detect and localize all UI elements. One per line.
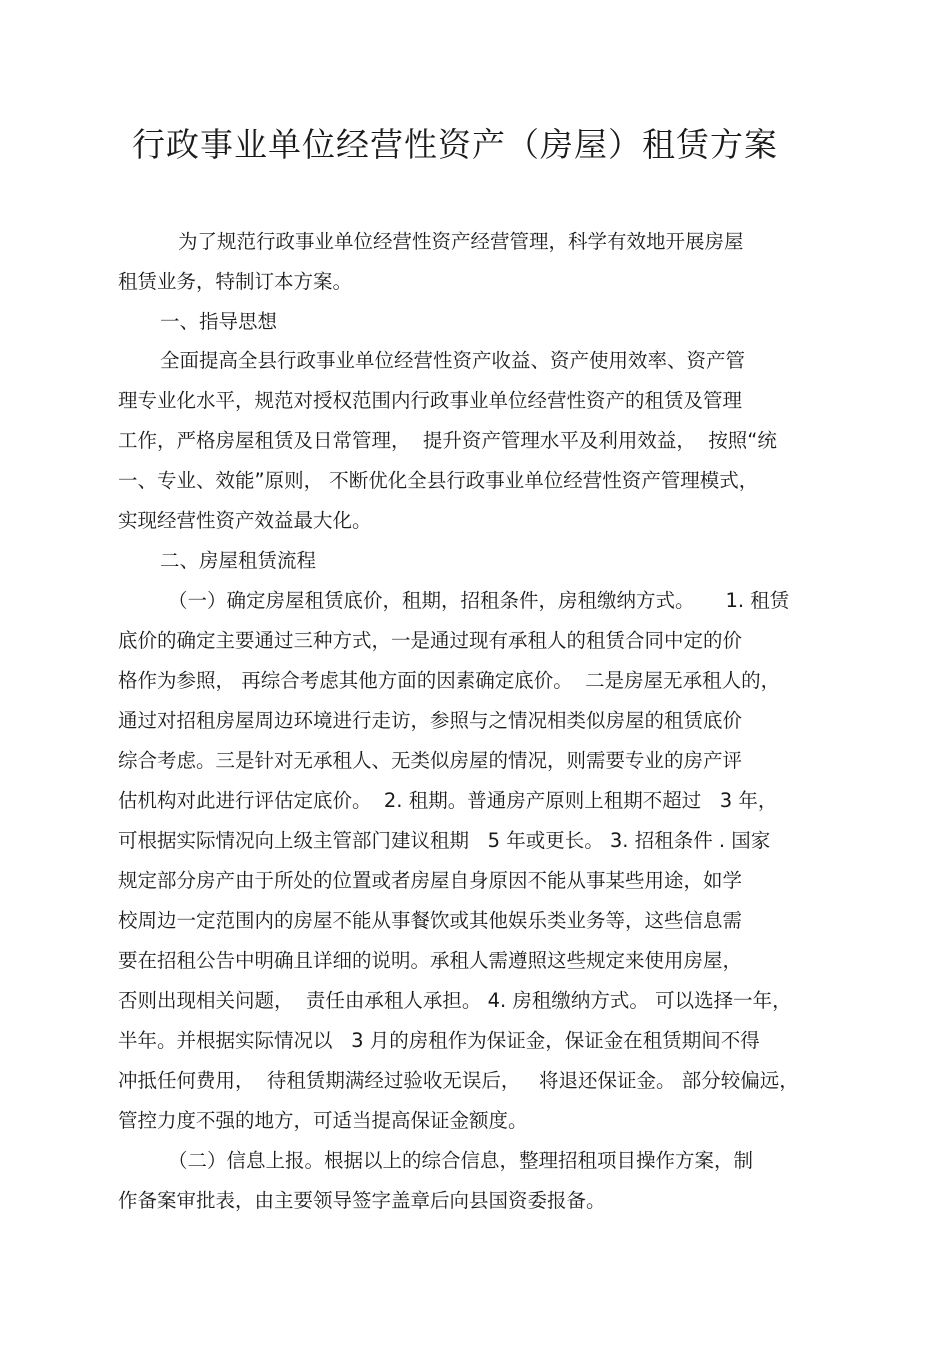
section-heading: 一、指导思想 xyxy=(160,310,278,333)
paragraph-line: 校周边一定范围内的房屋不能从事餐饮或其他娱乐类业务等，这些信息需 xyxy=(118,909,743,932)
paragraph-line: 冲抵任何费用， 待租赁期满经过验收无误后， 将退还保证金。 部分较偏远， xyxy=(118,1069,799,1092)
paragraph-line: 底价的确定主要通过三种方式，一是通过现有承租人的租赁合同中定的价 xyxy=(118,629,743,652)
paragraph-line: 可根据实际情况向上级主管部门建议租期 5 年或更长。 3. 招租条件 . 国家 xyxy=(118,829,771,852)
paragraph-line: 规定部分房产由于所处的位置或者房屋自身原因不能从事某些用途，如学 xyxy=(118,869,743,892)
paragraph-line: 估机构对此进行评估定底价。 2. 租期。普通房产原则上租期不超过 3 年， xyxy=(118,789,778,812)
paragraph-line: 格作为参照， 再综合考虑其他方面的因素确定底价。 二是房屋无承租人的， xyxy=(118,669,781,692)
paragraph-line: 工作，严格房屋租赁及日常管理， 提升资产管理水平及利用效益， 按照“统 xyxy=(118,429,777,452)
paragraph-line: 要在招租公告中明确且详细的说明。承租人需遵照这些规定来使用房屋， xyxy=(118,949,743,972)
paragraph-line: 通过对招租房屋周边环境进行走访，参照与之情况相类似房屋的租赁底价 xyxy=(118,709,743,732)
paragraph-line: （一）确定房屋租赁底价，租期，招租条件，房租缴纳方式。 1. 租赁 xyxy=(168,589,790,612)
paragraph-line: 全面提高全县行政事业单位经营性资产收益、资产使用效率、资产管 xyxy=(160,349,746,372)
paragraph-line: 作备案审批表，由主要领导签字盖章后向县国资委报备。 xyxy=(118,1189,606,1212)
paragraph-line: 否则出现相关问题， 责任由承租人承担。 4. 房租缴纳方式。 可以选择一年， xyxy=(118,989,792,1012)
paragraph-line: 租赁业务，特制订本方案。 xyxy=(118,270,353,293)
paragraph-line: 一、专业、效能”原则， 不断优化全县行政事业单位经营性资产管理模式， xyxy=(118,469,759,492)
paragraph-line: 半年。并根据实际情况以 3 月的房租作为保证金，保证金在租赁期间不得 xyxy=(118,1029,760,1052)
paragraph-line: 理专业化水平，规范对授权范围内行政事业单位经营性资产的租赁及管理 xyxy=(118,389,743,412)
document-title: 行政事业单位经营性资产（房屋）租赁方案 xyxy=(132,125,778,164)
section-heading: 二、房屋租赁流程 xyxy=(160,549,317,572)
paragraph-line: 为了规范行政事业单位经营性资产经营管理，科学有效地开展房屋 xyxy=(178,230,744,253)
paragraph-line: 管控力度不强的地方，可适当提高保证金额度。 xyxy=(118,1109,528,1132)
paragraph-line: （二）信息上报。根据以上的综合信息，整理招租项目操作方案，制 xyxy=(168,1149,754,1172)
paragraph-line: 综合考虑。三是针对无承租人、无类似房屋的情况，则需要专业的房产评 xyxy=(118,749,743,772)
paragraph-line: 实现经营性资产效益最大化。 xyxy=(118,509,372,532)
